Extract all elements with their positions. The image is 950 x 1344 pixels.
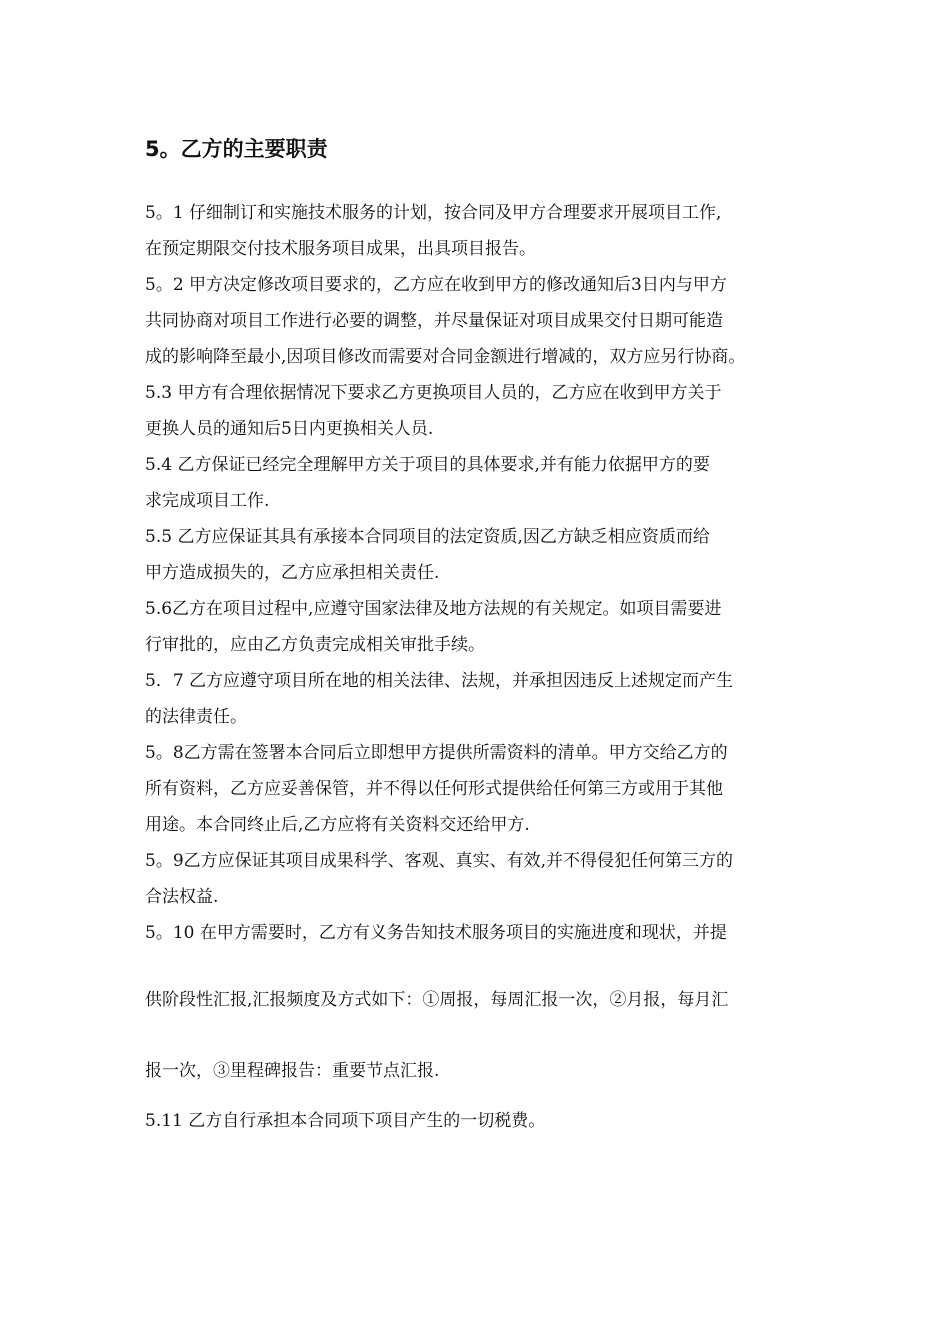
- text-line: 5。8乙方需在签署本合同后立即想甲方提供所需资料的清单。甲方交给乙方的: [145, 743, 728, 763]
- text-line: 5。1 仔细制订和实施技术服务的计划，按合同及甲方合理要求开展项目工作,: [145, 203, 722, 223]
- text-line: 5.4 乙方保证已经完全理解甲方关于项目的具体要求,并有能力依据甲方的要: [145, 455, 710, 475]
- text-line: 在预定期限交付技术服务项目成果，出具项目报告。: [145, 239, 536, 259]
- text-line: 5.11 乙方自行承担本合同项下项目产生的一切税费。: [145, 1111, 546, 1131]
- text-line: 5。9乙方应保证其项目成果科学、客观、真实、有效,并不得侵犯任何第三方的: [145, 851, 734, 871]
- text-line: 5.5 乙方应保证其具有承接本合同项目的法定资质,因乙方缺乏相应资质而给: [145, 527, 710, 547]
- text-line: 的法律责任。: [145, 707, 247, 727]
- text-line: 5。2 甲方决定修改项目要求的，乙方应在收到甲方的修改通知后3日内与甲方: [145, 275, 727, 295]
- section-heading: 5。乙方的主要职责: [145, 137, 328, 161]
- text-line: 报一次，③里程碑报告：重要节点汇报.: [145, 1061, 440, 1081]
- text-line: 用途。本合同终止后,乙方应将有关资料交还给甲方.: [145, 815, 530, 835]
- text-line: 求完成项目工作.: [145, 491, 270, 511]
- text-line: 甲方造成损失的，乙方应承担相关责任.: [145, 563, 440, 583]
- text-line: 共同协商对项目工作进行必要的调整，并尽量保证对项目成果交付日期可能造: [145, 311, 723, 331]
- text-line: 合法权益.: [145, 887, 219, 907]
- text-line: 所有资料，乙方应妥善保管，并不得以任何形式提供给任何第三方或用于其他: [145, 779, 723, 799]
- text-line: 行审批的，应由乙方负责完成相关审批手续。: [145, 635, 485, 655]
- text-line: 更换人员的通知后5日内更换相关人员.: [145, 419, 434, 439]
- text-line: 供阶段性汇报,汇报频度及方式如下：①周报，每周汇报一次，②月报，每月汇: [145, 990, 729, 1010]
- text-line: 5.3 甲方有合理依据情况下要求乙方更换项目人员的，乙方应在收到甲方关于: [145, 383, 722, 403]
- text-line: 5。10 在甲方需要时，乙方有义务告知技术服务项目的实施进度和现状，并提: [145, 923, 727, 943]
- text-line: 成的影响降至最小,因项目修改而需要对合同金额进行增减的，双方应另行协商。: [145, 347, 746, 367]
- text-line: 5.6乙方在项目过程中,应遵守国家法律及地方法规的有关规定。如项目需要进: [145, 599, 722, 619]
- text-line: 5．7 乙方应遵守项目所在地的相关法律、法规，并承担因违反上述规定而产生: [145, 671, 734, 691]
